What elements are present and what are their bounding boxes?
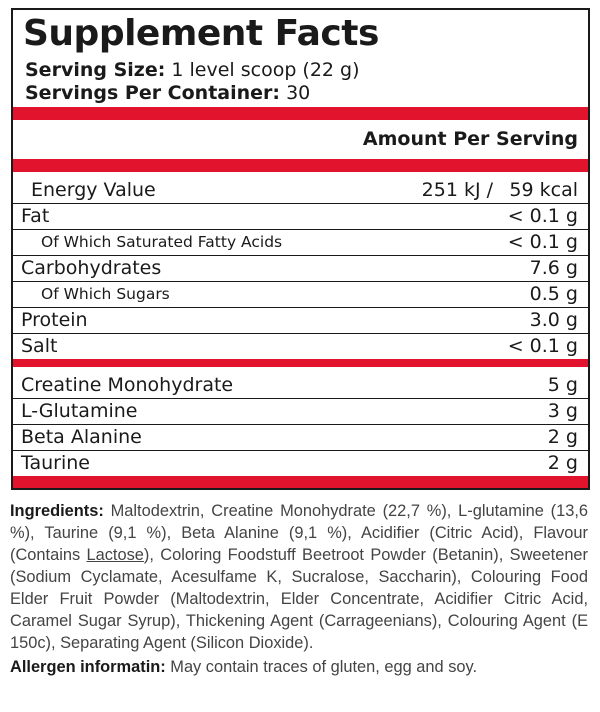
servings-per-container [25, 81, 310, 105]
nutrition-row-salt [13, 334, 588, 360]
lactose-allergen: Lactose [86, 546, 144, 564]
active-row-glutamine [13, 399, 588, 425]
allergen-text: May contain traces of gluten, egg and soy. [165, 658, 478, 676]
serving-size [25, 58, 360, 82]
servings-value: 30 [286, 82, 311, 104]
nutrition-row-saturated [13, 230, 588, 256]
nutrient-name: Protein [21, 309, 88, 331]
active-name: Beta Alanine [21, 426, 142, 448]
ingredients-text: Maltodextrin, Creatine Monohydrate (22,7 %), L-glutamine (13,6 %), Taurine (9,1 %), Beta Alanine (9,1 %), Acidifier (Citric Acid), Flavour (Contains [10, 502, 588, 564]
supplement-facts-panel [11, 8, 590, 490]
nutrient-name: Energy Value [31, 179, 156, 201]
active-name: Creatine Monohydrate [21, 374, 234, 396]
red-divider [13, 359, 588, 367]
active-value: 5 g [547, 374, 578, 396]
nutrient-name: Salt [21, 335, 58, 357]
active-name: L-Glutamine [21, 400, 138, 422]
nutrient-kj: 251 kJ / [421, 179, 493, 201]
nutrient-value: 59 kcal [509, 179, 578, 201]
red-divider [13, 159, 588, 172]
label-notes [10, 500, 588, 678]
active-value: 2 g [547, 452, 578, 474]
active-row-beta-alanine [13, 425, 588, 451]
red-divider [13, 476, 588, 488]
servings-label: Servings Per Container: [25, 82, 281, 104]
serving-size-value: 1 level scoop (22 g) [171, 59, 360, 81]
amount-per-serving-header: Amount Per Serving [362, 128, 578, 150]
nutrient-value: < 0.1 g [507, 335, 578, 357]
nutrient-value: < 0.1 g [507, 231, 578, 253]
nutrient-name: Of Which Sugars [41, 285, 170, 303]
active-row-taurine [13, 451, 588, 477]
active-name: Taurine [21, 452, 90, 474]
nutrition-row-carbohydrates [13, 256, 588, 282]
active-value: 2 g [547, 426, 578, 448]
nutrient-name: Fat [21, 205, 50, 227]
nutrient-name: Of Which Saturated Fatty Acids [41, 233, 283, 251]
nutrition-row-protein [13, 308, 588, 334]
red-divider [13, 107, 588, 120]
nutrition-row-energy [13, 178, 588, 204]
nutrient-value: 0.5 g [529, 283, 578, 305]
nutrient-value: 7.6 g [529, 257, 578, 279]
nutrition-row-sugars [13, 282, 588, 308]
allergen-paragraph [10, 656, 588, 678]
nutrient-name: Carbohydrates [21, 257, 162, 279]
nutrient-value: 3.0 g [529, 309, 578, 331]
ingredients-paragraph [10, 500, 588, 654]
active-value: 3 g [547, 400, 578, 422]
allergen-label: Allergen informatin: [10, 658, 166, 676]
ingredients-label: Ingredients: [10, 502, 104, 520]
active-row-creatine [13, 373, 588, 399]
serving-size-label: Serving Size: [25, 59, 166, 81]
nutrient-value: < 0.1 g [507, 205, 578, 227]
ingredients-text: ), Coloring Foodstuff Beetroot Powder (Betanin), Sweetener (Sodium Cyclamate, Acesulfame K, Sucralose, Saccharin), Colouring Food Elder Fruit Powder (Maltodextrin, Elder Concentrate, Acidifier Citric Acid, Caramel Sugar Syrup), Thickening Agent (Carrageenians), Colouring Agent (E 150c), Separating Agent (Silicon Dioxide). [10, 546, 589, 652]
nutrition-row-fat [13, 204, 588, 230]
panel-title: Supplement Facts [23, 13, 379, 54]
